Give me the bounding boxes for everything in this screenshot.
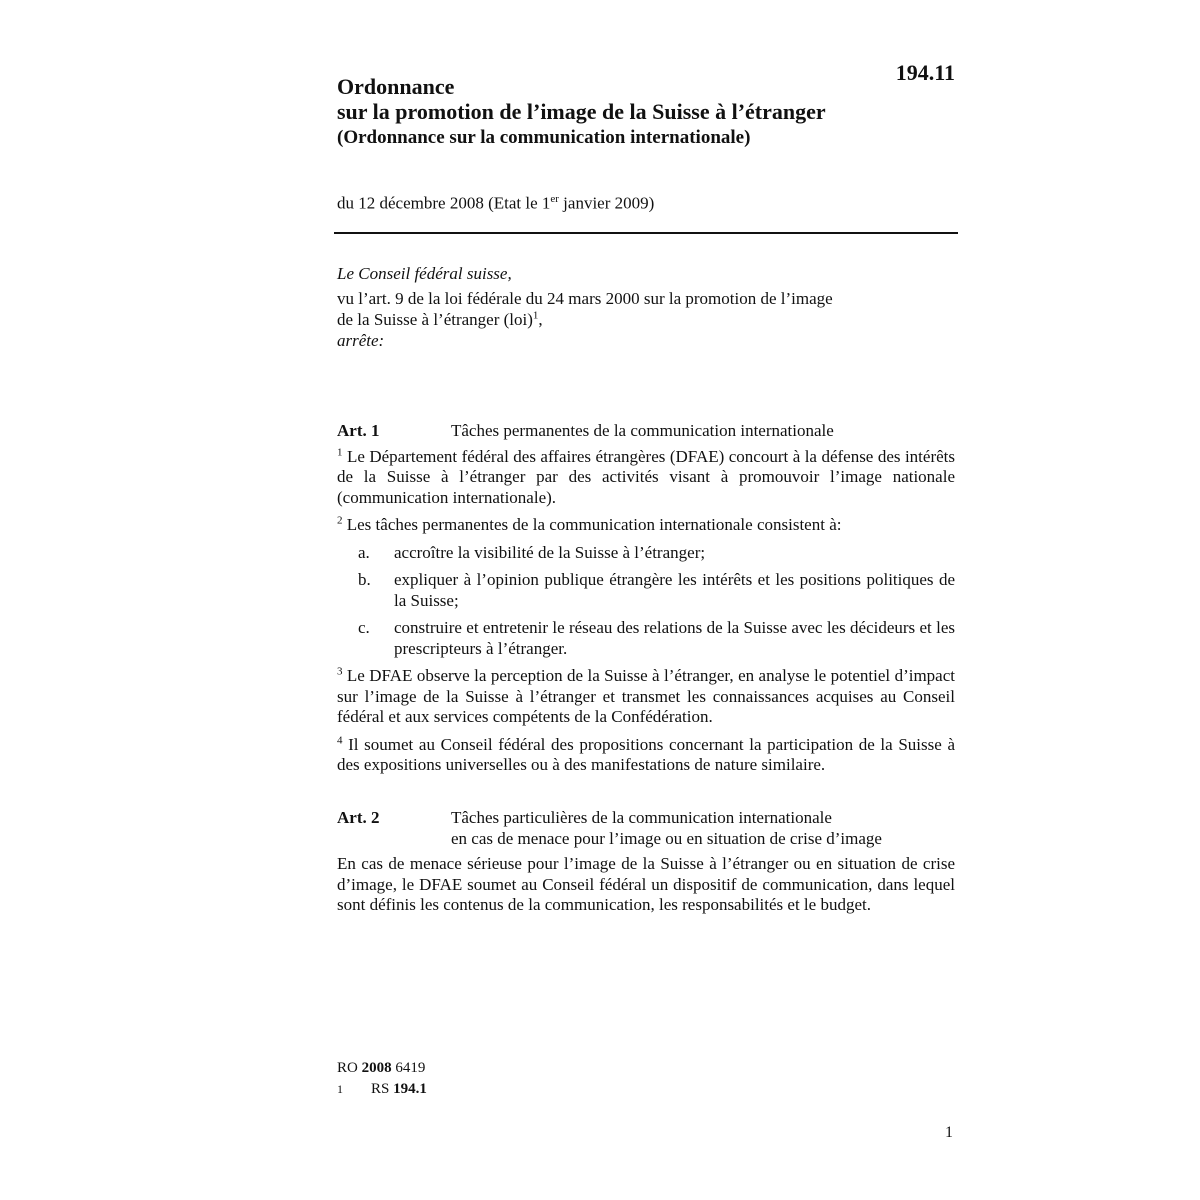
date-suffix: janvier 2009) (558, 193, 655, 213)
title-line-2: sur la promotion de l’image de la Suisse à l’étranger (337, 99, 826, 124)
para-text: Il soumet au Conseil fédéral des propositions concernant la participation de la Suisse à des expositions universelles ou à des manifestations de nature similaire. (337, 734, 955, 774)
list-text: expliquer à l’opinion publique étrangère les intérêts et les positions politiques de la Suisse; (394, 570, 955, 610)
footnote-ref-1[interactable]: 1 (532, 309, 539, 322)
footnote-mark: 1 (337, 1082, 343, 1096)
footnote-prefix: RS (371, 1081, 394, 1097)
list-text: accroître la visibilité de la Suisse à l’étranger; (394, 542, 706, 562)
page-number: 1 (945, 1124, 953, 1141)
list-item (337, 570, 955, 611)
ro-page: 6419 (391, 1060, 426, 1076)
article-2-title-line-1: Tâches particulières de la communication internationale (451, 808, 832, 827)
sr-number: 194.11 (895, 60, 955, 85)
article-1-heading (337, 421, 955, 442)
preamble-basis (337, 288, 957, 330)
list-item (337, 543, 955, 564)
para-mark: 1 (337, 445, 343, 458)
title-line-1: Ordonnance (337, 74, 455, 99)
article-1-para-2 (337, 515, 955, 536)
document-date (337, 193, 654, 214)
para-text: Les tâches permanentes de la communication internationale consistent à: (342, 515, 842, 534)
basis-line-1: vu l’art. 9 de la loi fédérale du 24 mars 2000 sur la promotion de l’image (337, 289, 833, 308)
article-2-heading (337, 808, 955, 849)
preamble (337, 263, 957, 351)
header-divider (334, 232, 958, 234)
preamble-decree: arrête: (337, 331, 385, 350)
date-sup: er (550, 193, 559, 205)
article-2 (337, 808, 955, 923)
ro-reference (337, 1058, 427, 1079)
para-text: Le DFAE observe la perception de la Suisse à l’étranger, en analyse le potentiel d’impact sur l’image de la Suisse à l’étranger et transmet les connaissances acquises au Conseil fédéral et aux services compétents de la Confédération. (337, 666, 955, 726)
footnotes (337, 1058, 427, 1100)
article-1-number: Art. 1 (337, 421, 380, 440)
date-prefix: du 12 décembre 2008 (Etat le 1 (337, 193, 551, 213)
list-letter: c. (358, 618, 370, 637)
list-item (337, 618, 955, 659)
ro-year: 2008 (361, 1060, 392, 1076)
article-1-list (337, 543, 955, 660)
article-1-para-4 (337, 735, 955, 776)
footnote-1 (337, 1079, 427, 1100)
para-mark: 2 (337, 514, 343, 527)
ro-prefix: RO (337, 1060, 362, 1076)
preamble-authority: Le Conseil fédéral suisse, (337, 264, 512, 283)
document-title (337, 74, 826, 151)
para-mark: 4 (337, 733, 343, 746)
footnote-ref[interactable]: 194.1 (393, 1081, 427, 1097)
para-mark: 3 (337, 665, 343, 678)
list-text: construire et entretenir le réseau des relations de la Suisse avec les décideurs et les prescripteurs à l’étranger. (394, 618, 955, 658)
article-1-title: Tâches permanentes de la communication internationale (451, 421, 834, 440)
list-letter: a. (358, 542, 370, 562)
article-1-para-3 (337, 666, 955, 728)
basis-end: , (538, 310, 543, 329)
article-1 (337, 421, 955, 783)
basis-line-2: de la Suisse à l’étranger (loi) (337, 310, 533, 329)
article-2-number: Art. 2 (337, 808, 380, 827)
list-letter: b. (358, 570, 371, 589)
article-2-title-line-2: en cas de menace pour l’image ou en situation de crise d’image (451, 828, 882, 848)
article-2-title (451, 808, 955, 849)
article-1-para-1 (337, 447, 955, 509)
article-2-body: En cas de menace sérieuse pour l’image de la Suisse à l’étranger ou en situation de crise d’image, le DFAE soumet au Conseil fédéral un dispositif de communication, dans lequel sont définis les contenus de la communication, les responsabilités et le budget. (337, 854, 955, 914)
para-text: Le Département fédéral des affaires étrangères (DFAE) concourt à la défense des intérêts de la Suisse à l’étranger par des activités visant à promouvoir l’image nationale (communication internationale). (337, 446, 955, 507)
title-line-3: (Ordonnance sur la communication internationale) (337, 127, 751, 148)
